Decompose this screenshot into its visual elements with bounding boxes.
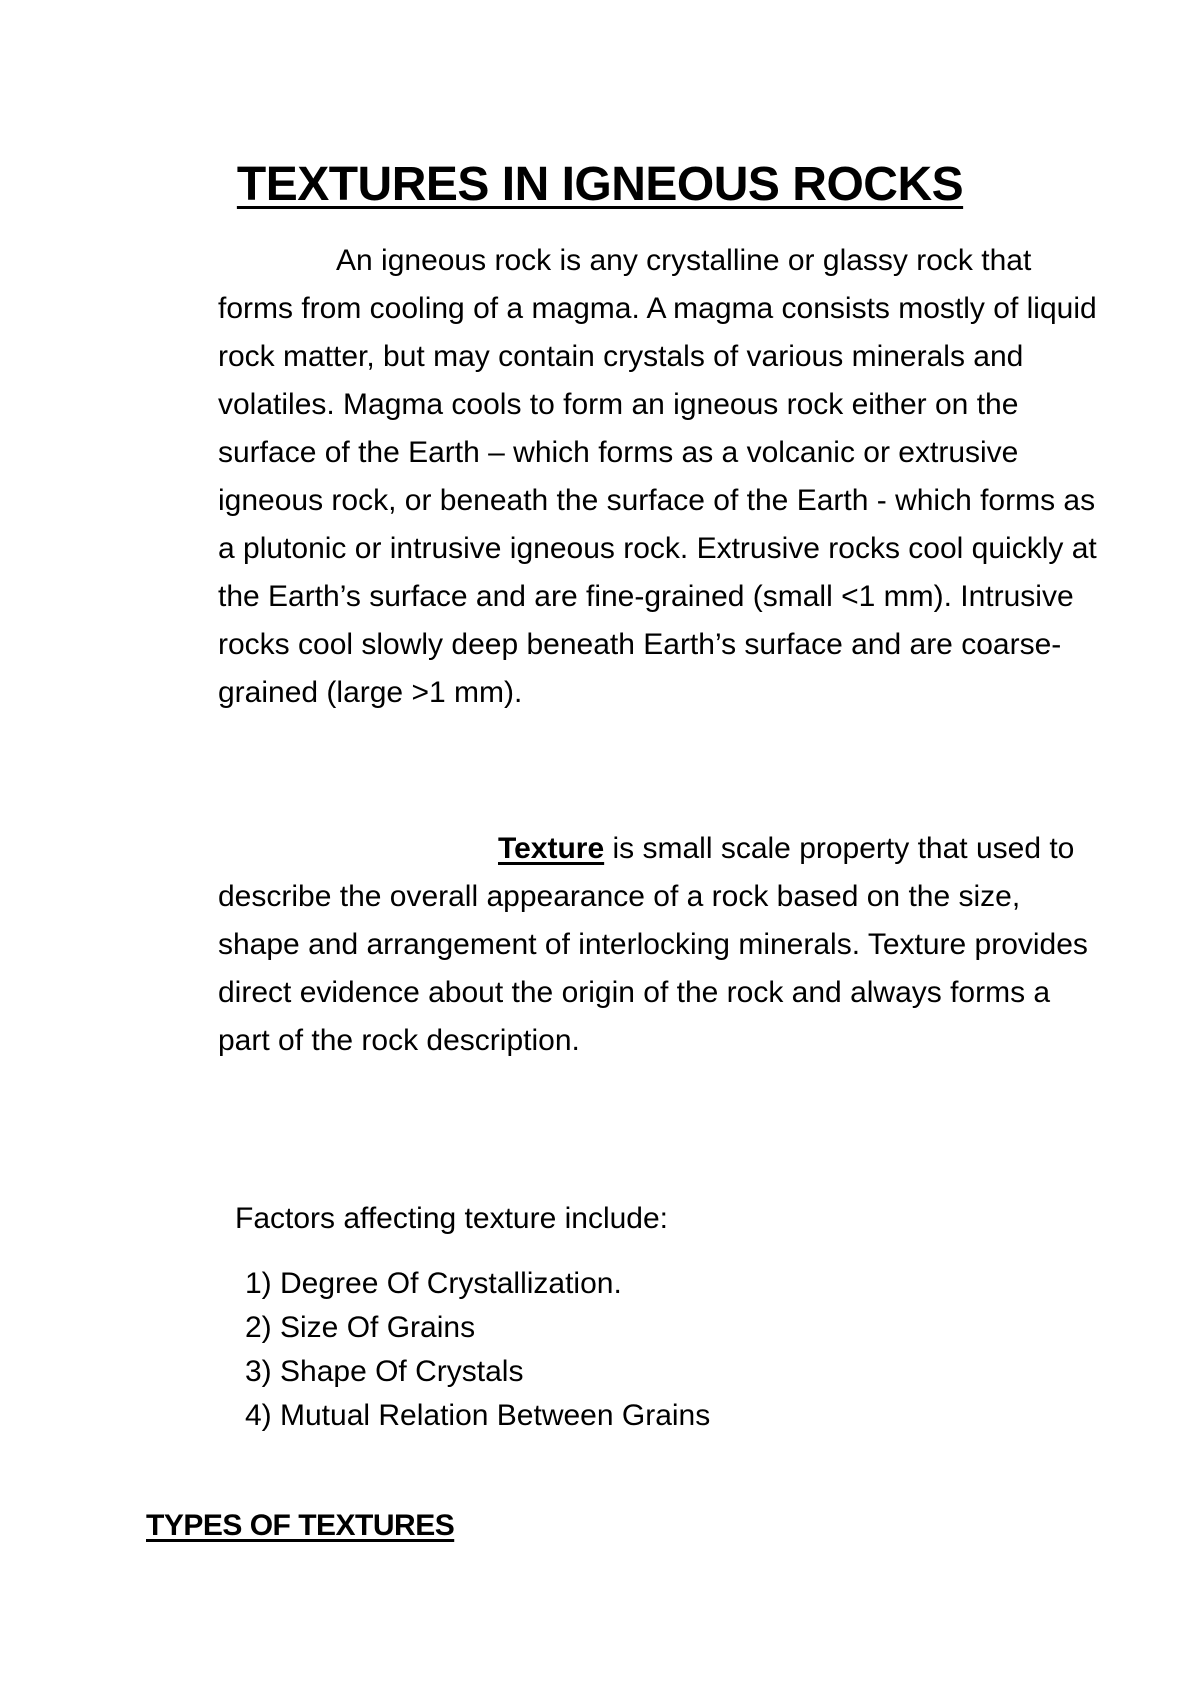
list-item: 4) Mutual Relation Between Grains (245, 1399, 711, 1432)
intro-paragraph-text: An igneous rock is any crystalline or glassy rock that forms from cooling of a magma. A magma consists mostly of liquid rock matter, but may contain crystals of various minerals and volatiles. Magma cools to form an igneous rock either on the surface of the Earth – which forms as a volcanic or extrusive igneous rock, or beneath the surface of the Earth - which forms as a plutonic or intrusive igneous rock. Extrusive rocks cool quickly at the Earth’s surface and are fine-grained (small <1 mm). Intrusive rocks cool slowly deep beneath Earth’s surface and are coarse-grained (large >1 mm). (218, 244, 1097, 709)
types-heading: TYPES OF TEXTURES (146, 1509, 455, 1542)
list-item: 2) Size Of Grains (245, 1311, 476, 1344)
factors-list (245, 1262, 710, 1438)
list-item: 3) Shape Of Crystals (245, 1355, 524, 1388)
list-item: 1) Degree Of Crystallization. (245, 1267, 622, 1300)
texture-paragraph-text: is small scale property that used to describe the overall appearance of a rock based on the size, shape and arrangement of interlocking minerals. Texture provides direct evidence about the origin of the rock and always forms a part of the rock description. (218, 832, 1088, 1057)
document-title (0, 155, 1200, 215)
intro-paragraph (218, 237, 1098, 717)
factors-heading: Factors affecting texture include: (235, 1202, 669, 1235)
document-title-text: TEXTURES IN IGNEOUS ROCKS (236, 158, 964, 211)
texture-paragraph (218, 825, 1098, 1065)
texture-term: Texture (498, 832, 605, 865)
